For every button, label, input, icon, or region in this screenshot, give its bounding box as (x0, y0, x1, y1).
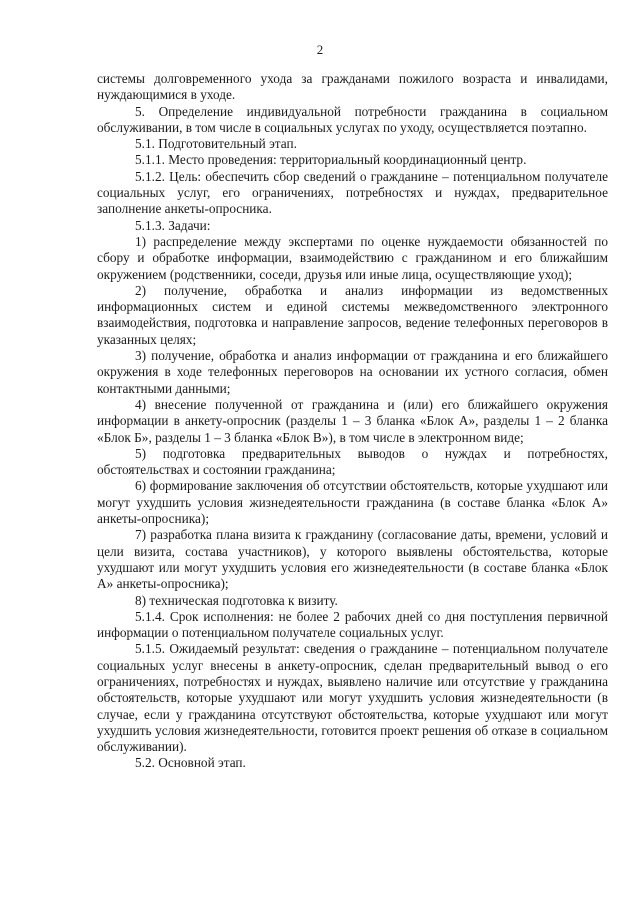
paragraph: 5.1.4. Срок исполнения: не более 2 рабочих дней со дня поступления первичной информации о потенциальном получателе социальных услуг. (97, 608, 608, 641)
paragraph: 8) техническая подготовка к визиту. (135, 592, 338, 608)
paragraph: 3) получение, обработка и анализ информации от гражданина и его ближайшего окружения в ходе телефонных переговоров на основании их устного согласия, обмен контактными данными; (97, 348, 608, 396)
paragraph: 5) подготовка предварительных выводов о нуждах и потребностях, обстоятельствах и состоянии гражданина; (97, 445, 608, 478)
paragraph: системы долговременного ухода за гражданами пожилого возраста и инвалидами, нуждающимися в уходе. (97, 71, 608, 103)
document-body (97, 71, 608, 772)
paragraph: 4) внесение полученной от гражданина и (или) его ближайшего окружения информации в анкету-опросник (разделы 1 – 3 бланка «Блок А», разделы 1 – 2 бланка «Блок Б», разделы 1 – 3 бланка «Блок В»), в том числе в электронном виде; (97, 396, 608, 445)
paragraph: 6) формирование заключения об отсутствии обстоятельств, которые ухудшают или могут ухудшить условия жизнедеятельности гражданина (в составе бланка «Блок А» анкеты-опросника); (97, 478, 608, 527)
paragraph: 5.1.5. Ожидаемый результат: сведения о гражданине – потенциальном получателе социальных услуг внесены в анкету-опросник, сделан предварительный вывод о его ограничениях, потребностях и нуждах, выявлено наличие или отсутствие у гражданина обстоятельств, которые ухудшают или могут ухудшить условия жизнедеятельности (в случае, если у гражданина отсутствуют обстоятельства, которые ухудшают или могут ухудшить условия жизнедеятельности, готовится проект решения об отказе в социальном обслуживании). (97, 641, 608, 755)
paragraph: 5.1.3. Задачи: (135, 217, 211, 233)
paragraph: 2) получение, обработка и анализ информации из ведомственных информационных систем и единой системы межведомственного электронного взаимодействия, подготовка и направление запросов, ведение телефонных переговоров в указанных целях; (97, 282, 608, 347)
paragraph: 5.1. Подготовительный этап. (135, 136, 297, 152)
paragraph: 7) разработка плана визита к гражданину (согласование даты, времени, условий и цели визита, состава участников), у которого выявлены обстоятельства, которые ухудшают или могут ухудшить условия его жизнедеятельности (в составе бланка «Блок А» анкеты-опросника); (97, 527, 608, 592)
paragraph: 5. Определение индивидуальной потребности гражданина в социальном обслуживании, в том числе в социальных услугах по уходу, осуществляется поэтапно. (97, 103, 608, 135)
paragraph: 5.1.2. Цель: обеспечить сбор сведений о гражданине – потенциальном получателе социальных услуг, его ограничениях, потребностях и нуждах, предварительное заполнение анкеты-опросника. (97, 168, 608, 217)
paragraph: 5.2. Основной этап. (135, 755, 246, 771)
paragraph: 1) распределение между экспертами по оценке нуждаемости обязанностей по сбору и обработке информации, взаимодействию с гражданином и его ближайшим окружением (родственники, соседи, друзья или иные лица, осуществляющие уход); (97, 233, 608, 282)
paragraph: 5.1.1. Место проведения: территориальный координационный центр. (135, 152, 527, 168)
page-number: 2 (316, 42, 324, 57)
